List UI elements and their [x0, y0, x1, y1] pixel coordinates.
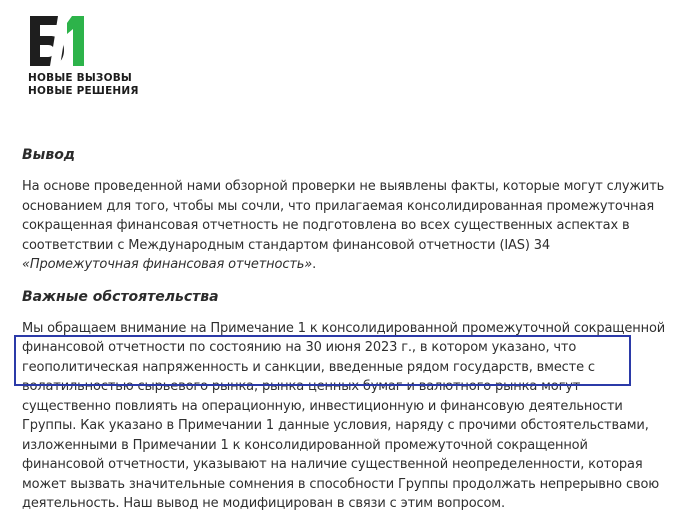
- text-line: Мы обращаем внимание на Примечание 1 к консолидированной промежуточной сокращенной: [22, 320, 666, 336]
- company-logo: [28, 12, 168, 102]
- document-body: [22, 146, 672, 514]
- text-line: геополитическая напряженность и санкции, введенные рядом государств, вместе с: [22, 359, 595, 375]
- text-line: деятельность. Наш вывод не модифицирован в связи с этим вопросом.: [22, 496, 505, 511]
- text-line: соответствии с Международным стандартом финансовой отчетности (IAS) 34: [22, 237, 551, 253]
- standard-title: «Промежуточная финансовая отчетность»: [22, 257, 313, 272]
- text-line: [22, 255, 672, 275]
- text-line: основанием для того, чтобы мы сочли, что прилагаемая консолидированная промежуточная: [22, 198, 655, 214]
- text-line: Группы. Как указано в Примечании 1 данные условия, наряду с прочими обстоятельствами,: [22, 418, 649, 433]
- paragraph-important-circumstances: [22, 319, 672, 514]
- section-heading-conclusion: Вывод: [22, 147, 76, 163]
- section-heading-important-circumstances: Важные обстоятельства: [22, 288, 219, 305]
- logo-tagline: [28, 72, 139, 98]
- text-line: сокращенная финансовая отчетность не подготовлена во всех существенных аспектах в: [22, 218, 630, 233]
- text-line: На основе проведенной нами обзорной проверки не выявлены факты, которые могут служить: [22, 179, 665, 194]
- paragraph-conclusion: [22, 177, 672, 275]
- b1-logo-icon: [28, 12, 90, 74]
- text-line: изложенными в Примечании 1 к консолидированной промежуточной сокращенной: [22, 437, 588, 453]
- text-line: финансовой отчетности, указывают на наличие существенной неопределенности, которая: [22, 457, 643, 472]
- logo-tagline-line-2: НОВЫЕ РЕШЕНИЯ: [28, 85, 139, 97]
- text-line: волатильностью сырьевого рынка, рынка ценных бумаг и валютного рынка могут: [22, 379, 581, 394]
- text-line: может вызвать значительные сомнения в способности Группы продолжать непрерывно свою: [22, 476, 660, 492]
- text-line: финансовой отчетности по состоянию на 30 июня 2023 г., в котором указано, что: [22, 340, 577, 355]
- text-line: существенно повлиять на операционную, инвестиционную и финансовую деятельности: [22, 398, 623, 414]
- sentence-end: .: [312, 257, 317, 272]
- logo-tagline-line-1: НОВЫЕ ВЫЗОВЫ: [28, 72, 132, 84]
